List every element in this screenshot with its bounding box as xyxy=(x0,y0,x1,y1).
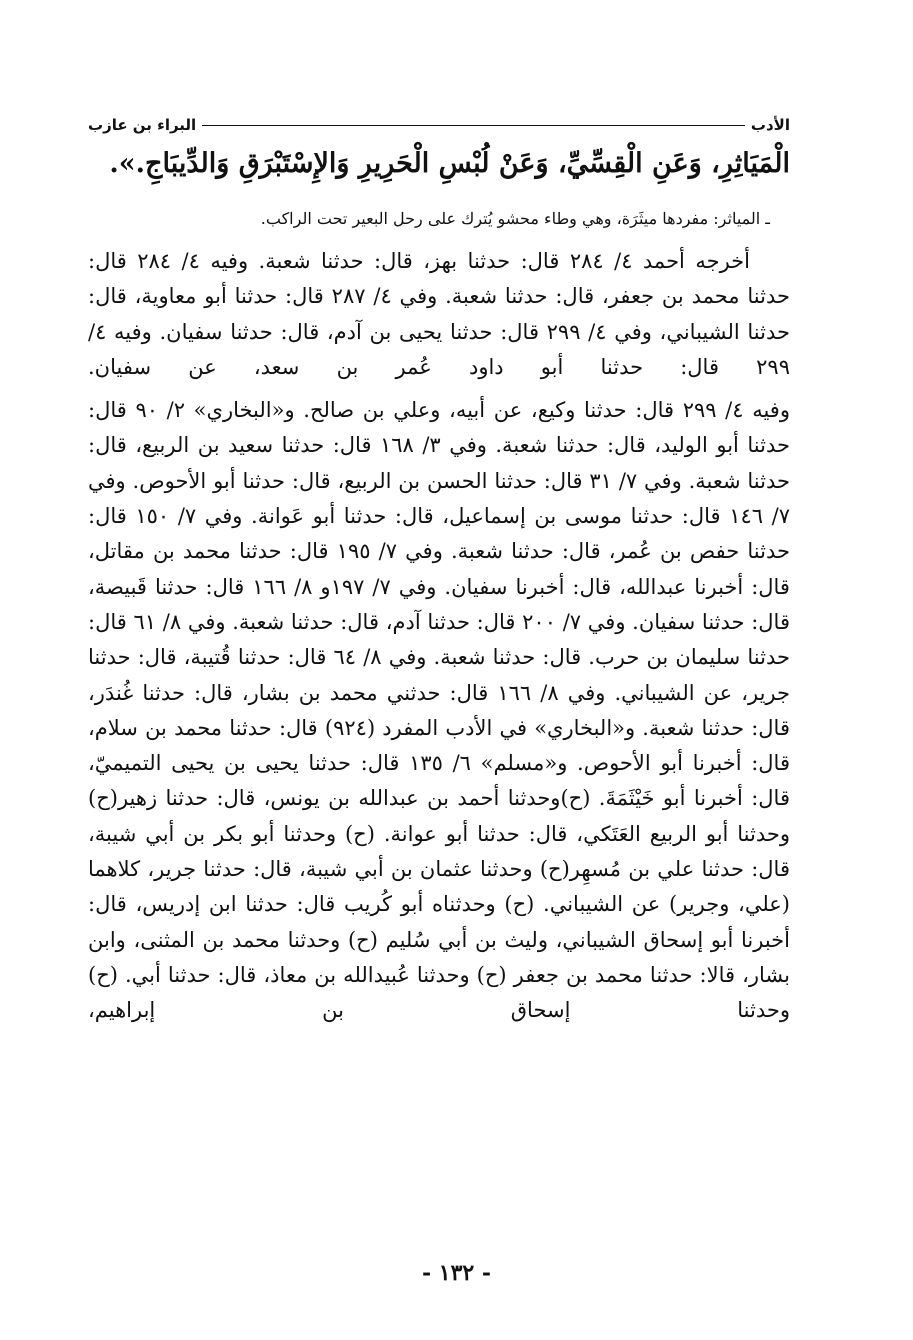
takhrij-paragraph: وفيه ٤/ ٢٩٩ قال: حدثنا وكيع، عن أبيه، وعلي بن صالح. و«البخاري» ٢/ ٩٠ قال: حدثنا أبو الوليد، قال: حدثنا شعبة. وفي ٣/ ١٦٨ قال: حدثنا سعيد بن الربيع، قال: حدثنا شعبة. وفي ٧/ ٣١ قال: حدثنا الحسن بن الربيع، قال: حدثنا أبو الأحوص. وفي ٧/ ١٤٦ قال: حدثنا موسى بن إسماعيل، قال: حدثنا أبو عَوانة. وفي ٧/ ١٥٠ قال: حدثنا حفص بن عُمر، قال: حدثنا شعبة. وفي ٧/ ١٩٥ قال: حدثنا محمد بن مقاتل، قال: أخبرنا عبدالله، قال: أخبرنا سفيان. وفي ٧/ ١٩٧و ٨/ ١٦٦ قال: حدثنا قَبيصة، قال: حدثنا سفيان. وفي ٧/ ٢٠٠ قال: حدثنا آدم، قال: حدثنا شعبة. وفي ٨/ ٦١ قال: حدثنا سليمان بن حرب. قال: حدثنا شعبة. وفي ٨/ ٦٤ قال: حدثنا قُتيبة، قال: حدثنا جرير، عن الشيباني. وفي ٨/ ١٦٦ قال: حدثني محمد بن بشار، قال: حدثنا غُندَر، قال: حدثنا شعبة. و«البخاري» في الأدب المفرد (٩٢٤) قال: حدثنا محمد بن سلام، قال: أخبرنا أبو الأحوص. و«مسلم» ٦/ ١٣٥ قال: حدثنا يحيى بن يحيى التميميّ، قال: أخبرنا أبو خَيْثَمَةَ. (ح)وحدثنا أحمد بن عبدالله بن يونس، قال: حدثنا زهير(ح) وحدثنا أبو الربيع العَتَكي، قال: حدثنا أبو عوانة. (ح) وحدثنا أبو بكر بن أبي شيبة، قال: حدثنا علي بن مُسهِر(ح) وحدثنا عثمان بن أبي شيبة، قال: حدثنا جرير، كلاهما (علي، وجرير) عن الشيباني. (ح) وحدثناه أبو كُريب قال: حدثنا ابن إدريس، قال: أخبرنا أبو إسحاق الشيباني، وليث بن أبي سُليم (ح) وحدثنا محمد بن المثنى، وابن بشار، قالا: حدثنا محمد بن جعفر (ح) وحدثنا عُبيدالله بن معاذ، قال: حدثنا أبي. (ح) وحدثنا إسحاق بن إبراهيم، xyxy=(88,398,790,1023)
header-rule xyxy=(202,125,745,126)
footnote: ـ المياثر: مفردها ميثَرَة، وهي وطاء محشو يُترك على رحل البعير تحت الراكب. xyxy=(260,209,770,228)
takhrij-paragraph: أخرجه أحمد ٤/ ٢٨٤ قال: حدثنا بهز، قال: حدثنا شعبة. وفيه ٤/ ٢٨٤ قال: حدثنا محمد بن جعفر، قال: حدثنا شعبة. وفي ٤/ ٢٨٧ قال: حدثنا أبو معاوية، قال: حدثنا الشيباني، وفي ٤/ ٢٩٩ قال: حدثنا يحيى بن آدم، قال: حدثنا سفيان. وفيه ٤/ ٢٩٩ قال: حدثنا أبو داود عُمر بن سعد، عن سفيان. xyxy=(88,249,790,379)
chapter-title: الأدب xyxy=(750,116,790,134)
section-title: البراء بن عازب xyxy=(88,116,197,134)
takhrij-section xyxy=(88,244,790,1029)
book-page xyxy=(88,112,790,1029)
running-header xyxy=(88,112,790,138)
page-number: - ١٣٢ - xyxy=(421,1260,492,1286)
hadith-text: الْمَيَاثِرِ، وَعَنِ الْقِسِّيِّ، وَعَنْ لُبْسِ الْحَرِيرِ وَالإِسْتَبْرَقِ وَالدِّيبَاجِ.». xyxy=(109,148,790,179)
